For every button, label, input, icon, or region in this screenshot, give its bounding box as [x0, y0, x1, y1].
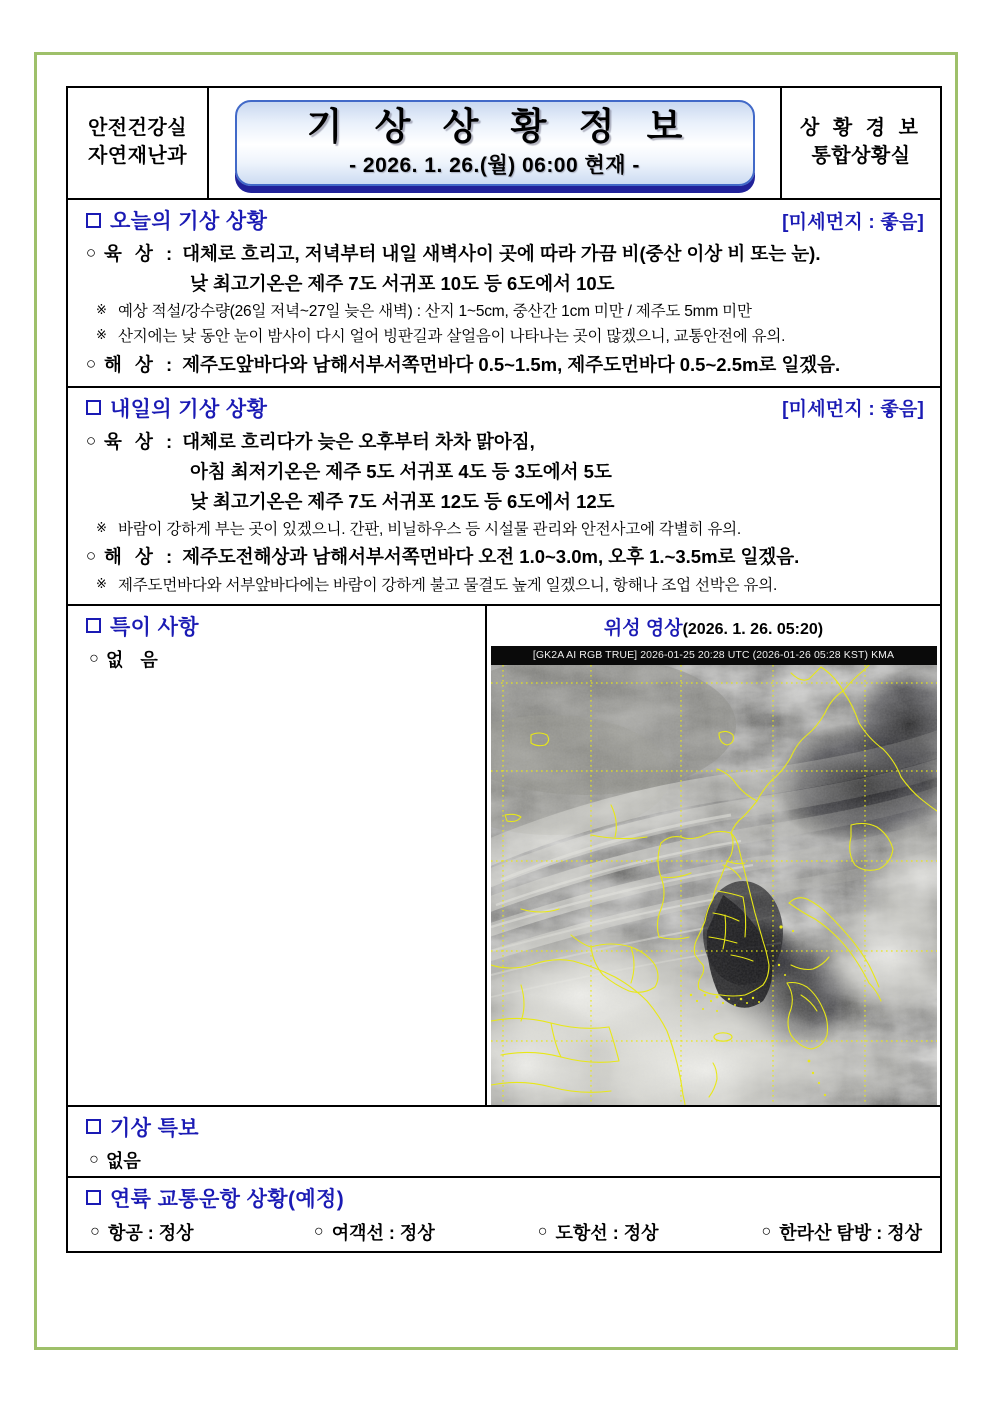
tomorrow-heading: [86, 393, 267, 423]
checkbox-icon: [86, 213, 101, 228]
header-title-cell: [209, 88, 780, 198]
tomorrow-land-line: [78, 427, 930, 457]
warning-value: 없음: [106, 1150, 141, 1171]
satellite-imagery-svg: [491, 665, 937, 1105]
tomorrow-section-header: [68, 388, 940, 427]
special-value: 없 음: [106, 649, 164, 670]
header-department-line1: 안전건강실: [87, 117, 188, 140]
transport-section-header: [68, 1178, 940, 1217]
satellite-caption: [604, 606, 823, 646]
section-special-notes: [68, 606, 487, 1105]
header-department-cell: [68, 88, 209, 198]
circle-bullet-icon: ○: [85, 353, 97, 373]
transport-status-row: [68, 1217, 940, 1251]
transport-item-ferry-label: 여객선 : 정상: [331, 1222, 435, 1243]
special-heading-label: 특이 사항: [110, 615, 199, 639]
today-land-line-2: [78, 269, 930, 299]
circle-bullet-icon: ○: [89, 649, 99, 667]
tomorrow-sea-line: [78, 542, 930, 572]
circle-bullet-icon: ○: [761, 1222, 772, 1240]
circle-bullet-icon: ○: [85, 243, 97, 262]
transport-item-hallasan-label: 한라산 탐방 : 정상: [779, 1222, 923, 1243]
satellite-image-canvas: [491, 665, 937, 1105]
circle-bullet-icon: ○: [85, 546, 97, 566]
circle-bullet-icon: ○: [89, 1150, 99, 1168]
special-section-header: [68, 606, 485, 645]
warning-section-header: [68, 1107, 940, 1146]
document-header: [68, 88, 940, 200]
tomorrow-note-1: [78, 517, 930, 542]
asterisk-icon: ※: [96, 520, 107, 536]
asterisk-icon: ※: [96, 302, 107, 318]
weather-report-document: [66, 86, 942, 1253]
transport-item-ferry: [306, 1219, 530, 1245]
header-office-line1: 상 황 경 보: [800, 117, 922, 140]
warning-heading-label: 기상 특보: [110, 1116, 199, 1140]
section-satellite: [487, 606, 940, 1105]
today-land-text-1: 대체로 흐리고, 저녁부터 내일 새벽사이 곳에 따라 가끔 비(중산 이상 비 또는 눈).: [182, 243, 821, 264]
tomorrow-land-text-1: 대체로 흐리다가 늦은 오후부터 차차 맑아짐,: [182, 430, 535, 452]
header-office-line2: 통합상황실: [811, 145, 911, 167]
tomorrow-land-line-2: [78, 457, 930, 487]
satellite-caption-label: 위성 영상: [603, 617, 683, 639]
today-note-2: [78, 324, 930, 349]
section-today: [68, 200, 940, 388]
checkbox-icon: [86, 1190, 101, 1205]
today-note-1: [78, 299, 930, 324]
section-transport: [68, 1178, 940, 1251]
today-body: [68, 239, 940, 386]
transport-item-island-boat: [530, 1219, 754, 1245]
tomorrow-land-text-3: 낮 최고기온은 제주 7도 서귀포 12도 등 6도에서 12도: [190, 491, 615, 513]
special-value-row: [68, 645, 485, 675]
today-sea-label: 해 상 :: [104, 353, 177, 375]
warning-value-row: [68, 1146, 940, 1176]
tomorrow-land-label: 육 상 :: [104, 430, 177, 452]
tomorrow-sea-text: 제주도전해상과 남해서부서쪽먼바다 오전 1.0~3.0m, 오후 1.~3.5m로 일겠음.: [182, 546, 800, 568]
special-satellite-columns: [68, 606, 940, 1105]
warning-heading: [86, 1112, 199, 1142]
today-land-line: [78, 239, 930, 269]
circle-bullet-icon: ○: [313, 1222, 324, 1240]
transport-item-hallasan: [753, 1219, 926, 1245]
tomorrow-note-2: [78, 573, 930, 598]
today-section-header: [68, 200, 940, 239]
checkbox-icon: [86, 1119, 101, 1134]
asterisk-icon: ※: [96, 327, 107, 343]
today-land-label: 육 상 :: [104, 243, 177, 264]
today-note-2-text: 산지에는 낮 동안 눈이 밤사이 다시 얼어 빙판길과 살얼음이 나타나는 곳이 많겠으니, 교통안전에 유의.: [118, 328, 786, 346]
section-special-and-satellite: [68, 606, 940, 1107]
checkbox-icon: [86, 400, 101, 415]
transport-heading: [86, 1183, 344, 1213]
transport-item-air: [82, 1219, 306, 1245]
tomorrow-land-text-2: 아침 최저기온은 제주 5도 서귀포 4도 등 3도에서 5도: [190, 460, 612, 482]
satellite-overlay-text: [GK2A AI RGB TRUE] 2026-01-25 20:28 UTC (2026-01-26 05:28 KST) KMA: [491, 646, 937, 665]
header-department-line2: 자연재난과: [87, 145, 188, 167]
checkbox-icon: [86, 618, 101, 633]
today-land-text-2: 낮 최고기온은 제주 7도 서귀포 10도 등 6도에서 10도: [190, 273, 615, 295]
transport-item-island-boat-label: 도항선 : 정상: [555, 1222, 659, 1243]
today-note-1-text: 예상 적설/강수량(26일 저녁~27일 늦은 새벽) : 산지 1~5cm, 중산간 1cm 미만 / 제주도 5mm 미만: [118, 303, 752, 321]
transport-item-air-label: 항공 : 정상: [108, 1222, 194, 1243]
title-plate: [235, 100, 755, 186]
tomorrow-dust-badge: [미세먼지 : 좋음]: [782, 399, 924, 421]
tomorrow-heading-label: 내일의 기상 상황: [110, 397, 268, 421]
tomorrow-land-line-3: [78, 487, 930, 517]
today-dust-badge: [미세먼지 : 좋음]: [782, 211, 924, 233]
asterisk-icon: ※: [96, 575, 107, 591]
satellite-image: [491, 646, 937, 1105]
document-title: 기 상 상 황 정 보: [306, 106, 694, 148]
circle-bullet-icon: ○: [85, 430, 97, 450]
section-weather-warning: [68, 1107, 940, 1178]
today-heading: [86, 205, 267, 235]
section-tomorrow: [68, 388, 940, 606]
tomorrow-note-1-text: 바람이 강하게 부는 곳이 있겠으니. 간판, 비닐하우스 등 시설물 관리와 안전사고에 각별히 유의.: [118, 521, 741, 539]
transport-heading-label: 연륙 교통운항 상황(예정): [110, 1187, 345, 1211]
circle-bullet-icon: ○: [90, 1222, 100, 1240]
circle-bullet-icon: ○: [537, 1222, 548, 1240]
today-heading-label: 오늘의 기상 상황: [110, 210, 268, 233]
tomorrow-sea-label: 해 상 :: [104, 546, 177, 568]
tomorrow-note-2-text: 제주도먼바다와 서부앞바다에는 바람이 강하게 불고 물결도 높게 일겠으니, 항해나 조업 선박은 유의.: [118, 576, 778, 594]
today-sea-line: [78, 350, 930, 380]
document-timestamp: - 2026. 1. 26.(월) 06:00 현재 -: [349, 153, 640, 177]
special-heading: [86, 611, 199, 641]
today-sea-text: 제주도앞바다와 남해서부서쪽먼바다 0.5~1.5m, 제주도먼바다 0.5~2.5m로 일겠음.: [182, 353, 841, 375]
satellite-caption-date: (2026. 1. 26. 05:20): [682, 620, 824, 638]
header-office-cell: [780, 88, 940, 198]
tomorrow-body: [68, 427, 940, 604]
